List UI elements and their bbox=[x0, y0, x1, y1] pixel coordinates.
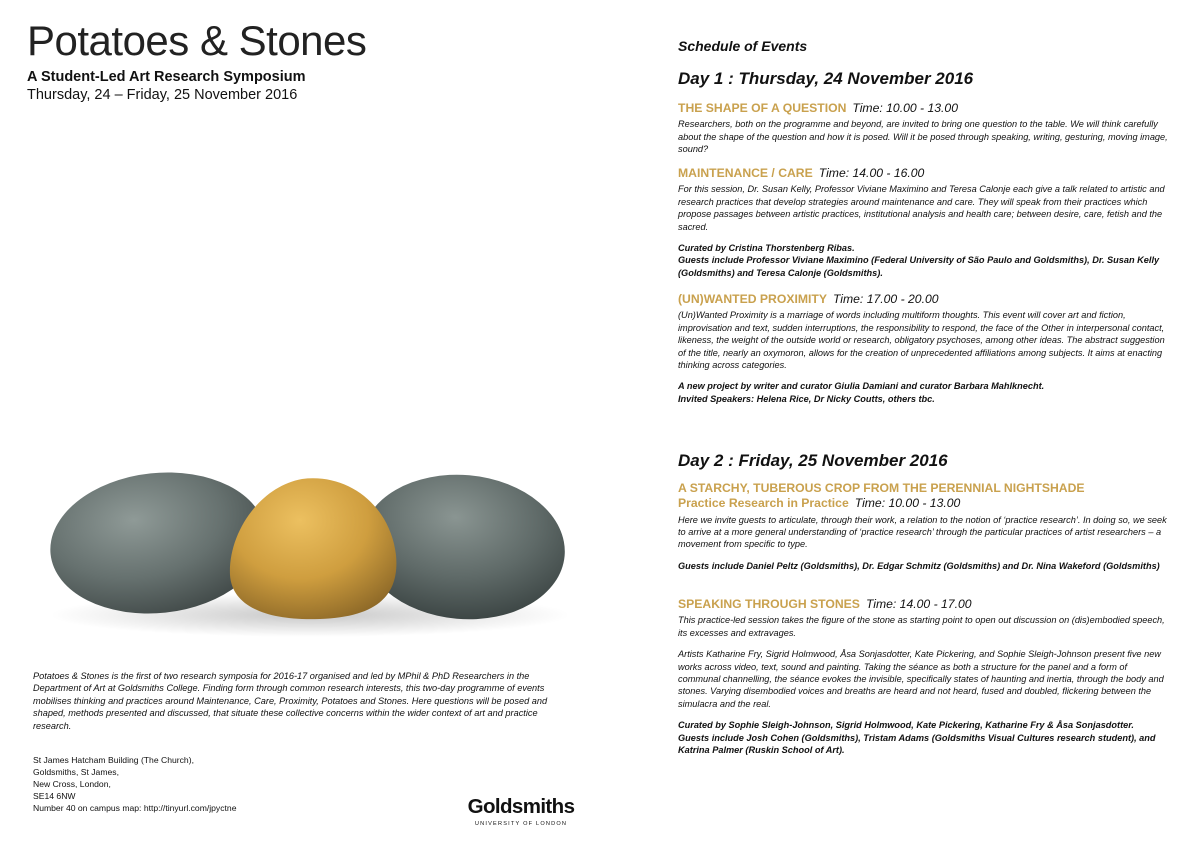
credit-line: Guests include Professor Viviane Maximino (Federal University of São Paulo and Goldsmiths), Dr. Susan Kelly (Goldsmiths) and Teresa Calonje (Goldsmiths). bbox=[678, 255, 1160, 278]
event-unwanted-proximity bbox=[678, 292, 1168, 405]
poster-title: Potatoes & Stones bbox=[27, 17, 367, 64]
event-time: Time: 14.00 - 16.00 bbox=[818, 166, 925, 180]
event-title: MAINTENANCE / CARE bbox=[678, 166, 813, 180]
event-maintenance-care bbox=[678, 166, 1168, 279]
address-line: Goldsmiths, St James, bbox=[33, 766, 119, 777]
address-line: SE14 6NW bbox=[33, 790, 76, 801]
event-title-line bbox=[678, 292, 1168, 307]
credit-line: Curated by Cristina Thorstenberg Ribas. bbox=[678, 242, 855, 253]
event-title-line bbox=[678, 166, 1168, 181]
poster-dates: Thursday, 24 – Friday, 25 November 2016 bbox=[27, 87, 298, 103]
credit-line: Guests include Josh Cohen (Goldsmiths), Tristam Adams (Goldsmiths Visual Cultures research student), and Katrina Palmer (Ruskin School of Art). bbox=[678, 732, 1156, 756]
goldsmiths-logo bbox=[466, 797, 576, 827]
event-time: Time: 14.00 - 17.00 bbox=[865, 597, 972, 611]
event-title: A STARCHY, TUBEROUS CROP FROM THE PERENNIAL NIGHTSHADE bbox=[678, 481, 1085, 495]
event-description: This practice-led session takes the figure of the stone as starting point to open out discussion on (dis)embodied speech, its excesses and extravages. bbox=[678, 615, 1165, 638]
event-subtitle: Practice Research in Practice bbox=[678, 496, 849, 511]
event-subtitle-line bbox=[678, 496, 1168, 511]
day1-heading: Day 1 : Thursday, 24 November 2016 bbox=[678, 69, 974, 88]
event-description: Here we invite guests to articulate, through their work, a relation to the notion of ‘practice research’. In doing so, we seek to arrive at a more general understanding of ‘practice research’ through the particular practices of artist researchers – a movement from specific to type. bbox=[678, 514, 1167, 550]
event-credits bbox=[678, 560, 1168, 572]
event-title-line bbox=[678, 101, 1168, 116]
event-time: Time: 10.00 - 13.00 bbox=[854, 496, 961, 511]
venue-address bbox=[33, 755, 194, 802]
event-credits bbox=[678, 242, 1168, 279]
event-title: (UN)WANTED PROXIMITY bbox=[678, 292, 827, 306]
event-title: THE SHAPE OF A QUESTION bbox=[678, 101, 847, 115]
event-title: SPEAKING THROUGH STONES bbox=[678, 597, 860, 611]
credit-line: A new project by writer and curator Giulia Damiani and curator Barbara Mahlknecht. bbox=[678, 381, 1045, 392]
logo-wordmark: Goldsmiths bbox=[467, 795, 575, 818]
event-description-2: Artists Katharine Fry, Sigrid Holmwood, Åsa Sonjasdotter, Kate Pickering, and Sophie Sleigh-Johnson present five new works across video, text, sound and painting. Taking the séance as both a structure for the panel and a form of communal channelling, the séance evokes the invisible, specifically states of haunting and inertia, through the body and stones. Varying disembodied voices and breaths are heard and not heard, fused and doubled, flickering between the simulacra and the real. bbox=[678, 649, 1164, 709]
right-page bbox=[600, 0, 1200, 848]
event-credits bbox=[678, 380, 1168, 405]
credit-line: Guests include Daniel Peltz (Goldsmiths), Dr. Edgar Schmitz (Goldsmiths) and Dr. Nina Wakeford (Goldsmiths) bbox=[678, 560, 1160, 571]
intro-text: Potatoes & Stones is the first of two research symposia for 2016-17 organised and led by MPhil & PhD Researchers in the Department of Art at Goldsmiths College. Finding form through common research interests, this two-day programme of events mobilises thinking and practices around Maintenance, Care, Proximity, Potatoes and Stones. Here questions will be posed and shaped, methods presented and discussed, that situate these collective concerns within the wider context of art and practice research. bbox=[33, 671, 548, 731]
event-description: For this session, Dr. Susan Kelly, Professor Viviane Maximino and Teresa Calonje each give a talk related to artistic and research practices that develop strategies around maintenance and care. They will speak from their practices which propose passages between artistic practices, institutional analysis and health care; between desire, care, fetish and the sacred. bbox=[678, 184, 1165, 232]
event-title-line bbox=[678, 597, 1168, 612]
event-credits bbox=[678, 719, 1168, 756]
event-time: Time: 17.00 - 20.00 bbox=[832, 292, 939, 306]
address-line: New Cross, London, bbox=[33, 778, 111, 789]
logo-subline: UNIVERSITY OF LONDON bbox=[474, 820, 568, 827]
poster-subtitle: A Student-Led Art Research Symposium bbox=[27, 69, 306, 85]
event-time: Time: 10.00 - 13.00 bbox=[852, 101, 958, 115]
credit-line: Invited Speakers: Helena Rice, Dr Nicky Coutts, others tbc. bbox=[678, 393, 935, 404]
campus-map-note: Number 40 on campus map: http://tinyurl.com/jpyctne bbox=[33, 803, 237, 813]
event-speaking-through-stones bbox=[678, 597, 1168, 756]
day2-heading: Day 2 : Friday, 25 November 2016 bbox=[678, 451, 948, 470]
stones-image bbox=[30, 455, 590, 645]
address-line: St James Hatcham Building (The Church), bbox=[33, 755, 194, 765]
stone-yellow-middle bbox=[230, 478, 397, 619]
schedule-heading: Schedule of Events bbox=[678, 38, 808, 54]
credit-line: Curated by Sophie Sleigh-Johnson, Sigrid Holmwood, Kate Pickering, Katharine Fry & Åsa Sonjasdotter. bbox=[678, 720, 1134, 731]
event-description: (Un)Wanted Proximity is a marriage of words including multiform thoughts. This event will cover art and fiction, improvisation and text, sudden interruptions, the responsibility to respond, the face of the Other in interpersonal contact, likeness, the weight of the outside world or research, obligatory psychoses, among other ideas. The abstract suggestion of the title, nearly an oxymoron, allows for the creation of unprecedented affiliations among subjects. It aims at enacting thinking across categories. bbox=[678, 310, 1165, 370]
event-shape-of-a-question bbox=[678, 101, 1168, 156]
event-starchy-tuberous-crop bbox=[678, 481, 1168, 572]
event-description: Researchers, both on the programme and beyond, are invited to bring one question to the table. We will think carefully about the shape of the question and how it is posed. Will it be posed through speaking, writing, gesturing, moving image, sound? bbox=[678, 119, 1168, 155]
